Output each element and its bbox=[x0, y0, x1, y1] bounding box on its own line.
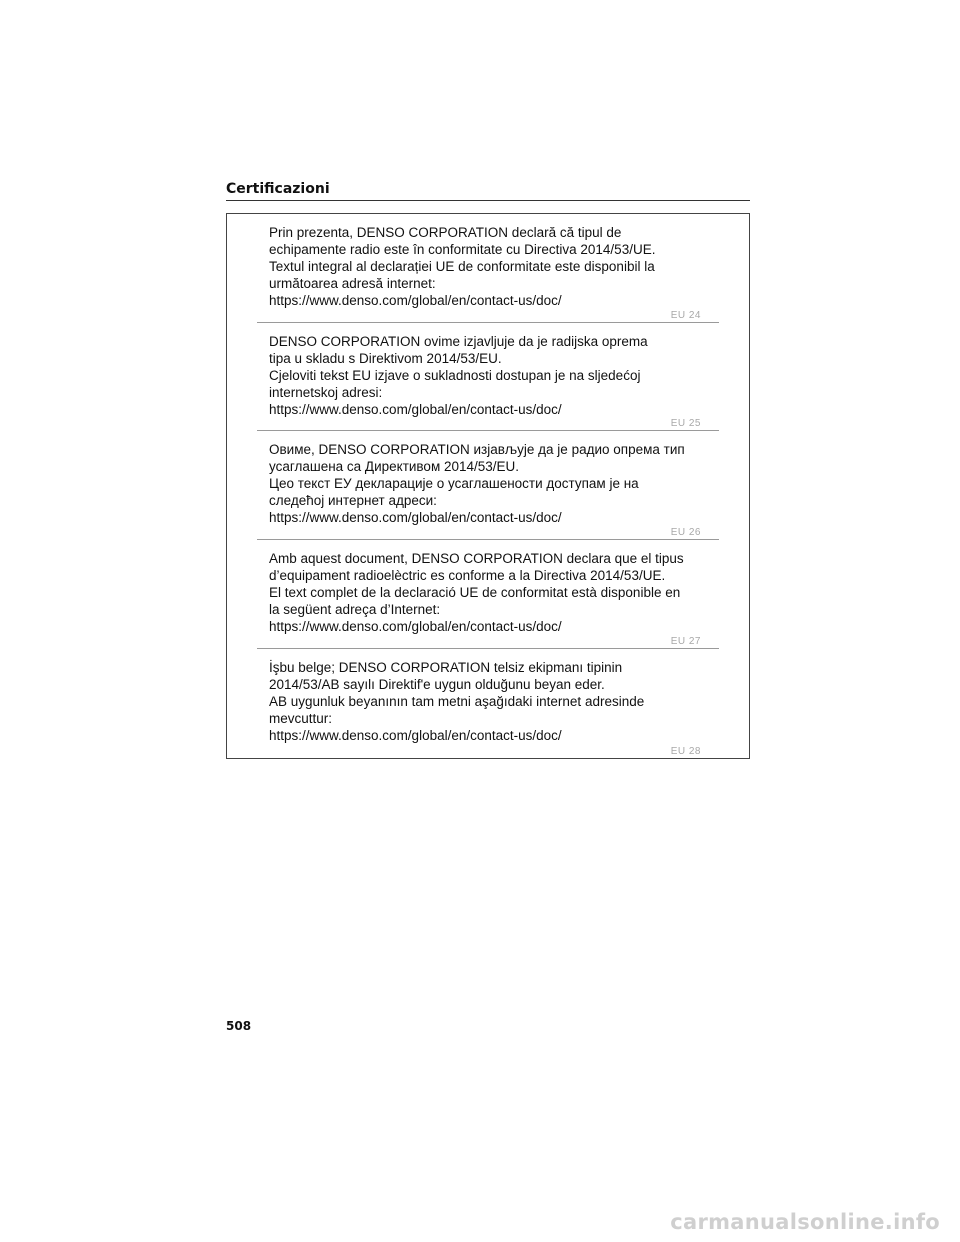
declaration-line: Prin prezenta, DENSO CORPORATION declară că tipul de bbox=[269, 225, 622, 240]
declaration-line: El text complet de la declaració UE de conformitat està disponible en bbox=[269, 585, 681, 600]
declaration-line: tipa u skladu s Direktivom 2014/53/EU. bbox=[269, 351, 502, 366]
declaration-line: AB uygunluk beyanının tam metni aşağıdaki internet adresinde bbox=[269, 694, 645, 709]
declaration-text bbox=[269, 224, 655, 309]
declaration-entry-eu26 bbox=[257, 431, 719, 540]
page-number: 508 bbox=[226, 1019, 252, 1033]
declaration-code: EU 28 bbox=[670, 746, 701, 757]
declaration-url: https://www.denso.com/global/en/contact-us/doc/ bbox=[269, 728, 562, 743]
declaration-line: Textul integral al declarației UE de conformitate este disponibil la bbox=[269, 259, 655, 274]
declaration-line: Овиме, DENSO CORPORATION изјављује да је радио опрема тип bbox=[269, 442, 685, 457]
declaration-url: https://www.denso.com/global/en/contact-us/doc/ bbox=[269, 619, 562, 634]
declaration-line: усаглашена са Директивом 2014/53/EU. bbox=[269, 459, 520, 474]
declaration-url: https://www.denso.com/global/en/contact-us/doc/ bbox=[269, 293, 562, 308]
declaration-line: следећој интернет адреси: bbox=[269, 493, 437, 508]
declaration-entry-eu28 bbox=[257, 649, 719, 758]
declaration-line: Amb aquest document, DENSO CORPORATION declara que el tipus bbox=[269, 551, 684, 566]
declaration-code: EU 26 bbox=[670, 527, 701, 538]
declaration-line: DENSO CORPORATION ovime izjavljuje da je radijska oprema bbox=[269, 334, 648, 349]
declaration-line: mevcuttur: bbox=[269, 711, 333, 726]
declaration-text bbox=[269, 441, 685, 526]
declaration-text bbox=[269, 659, 644, 744]
declaration-entry-eu24 bbox=[257, 214, 719, 323]
declaration-code: EU 27 bbox=[670, 636, 701, 647]
declaration-line: următoarea adresă internet: bbox=[269, 276, 436, 291]
section-header bbox=[226, 178, 750, 201]
declaration-line: Цео текст ЕУ декларације о усаглашености доступам је на bbox=[269, 476, 639, 491]
declaration-line: echipamente radio este în conformitate cu Directiva 2014/53/UE. bbox=[269, 242, 656, 257]
declarations-box bbox=[226, 213, 750, 759]
declaration-text bbox=[269, 333, 648, 418]
declaration-line: la següent adreça d’Internet: bbox=[269, 602, 441, 617]
declaration-line: 2014/53/AB sayılı Direktif'e uygun olduğunu beyan eder. bbox=[269, 677, 605, 692]
declaration-text bbox=[269, 550, 684, 635]
declaration-entry-eu25 bbox=[257, 323, 719, 431]
section-title: Certificazioni bbox=[226, 181, 330, 197]
declaration-line: internetskoj adresi: bbox=[269, 385, 383, 400]
declaration-url: https://www.denso.com/global/en/contact-us/doc/ bbox=[269, 510, 562, 525]
declaration-line: Cjeloviti tekst EU izjave o sukladnosti dostupan je na sljedećoj bbox=[269, 368, 641, 383]
declaration-url: https://www.denso.com/global/en/contact-us/doc/ bbox=[269, 402, 562, 417]
watermark: carmanualsonline.info bbox=[670, 1210, 940, 1234]
declaration-code: EU 24 bbox=[670, 310, 701, 321]
declaration-line: İşbu belge; DENSO CORPORATION telsiz ekipmanı tipinin bbox=[269, 660, 623, 675]
declaration-code: EU 25 bbox=[670, 418, 701, 429]
declaration-entry-eu27 bbox=[257, 540, 719, 649]
declaration-line: d’equipament radioelèctric es conforme a la Directiva 2014/53/UE. bbox=[269, 568, 666, 583]
